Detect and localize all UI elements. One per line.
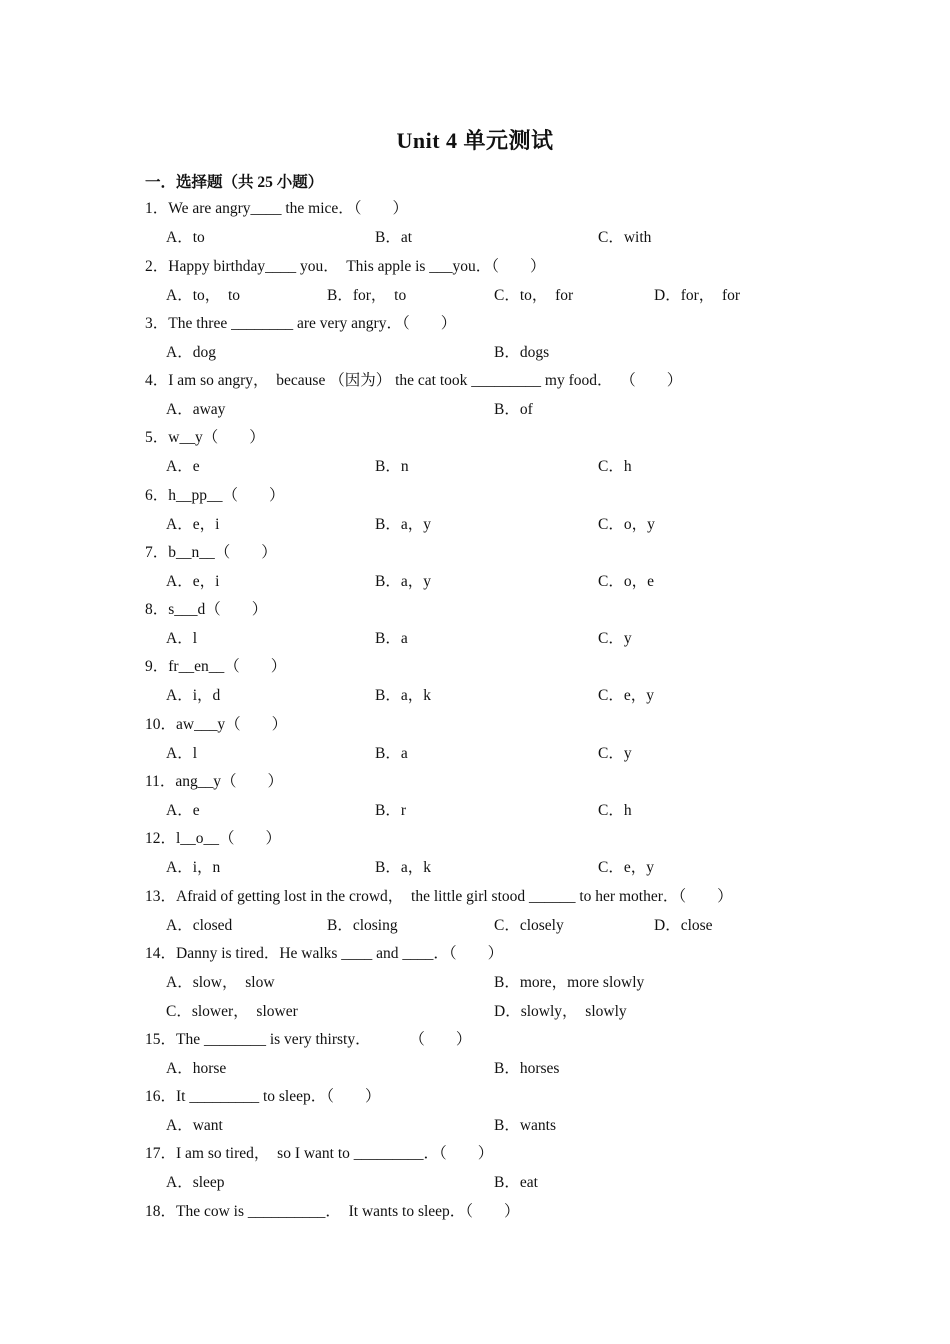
question-7-option-1[interactable]: A．e，i xyxy=(166,573,220,590)
question-13-option-3[interactable]: C．closely xyxy=(494,917,564,934)
question-14-option-2[interactable]: B．more，more slowly xyxy=(494,974,645,991)
question-12-option-3[interactable]: C．e，y xyxy=(598,859,654,876)
question-5-option-1[interactable]: A．e xyxy=(166,458,200,475)
question-3-option-1[interactable]: A．dog xyxy=(166,344,216,361)
question-17: 17．I am so tired， so I want to _________．（ ） xyxy=(145,1145,494,1162)
question-3: 3．The three ________ are very angry．（ ） xyxy=(145,315,457,332)
question-5: 5．w__y（ ） xyxy=(145,429,265,446)
question-10: 10．aw___y（ ） xyxy=(145,716,288,733)
question-14-option-3[interactable]: C．slower， slower xyxy=(166,1003,298,1020)
question-16: 16．It _________ to sleep．（ ） xyxy=(145,1088,381,1105)
question-1-option-2[interactable]: B．at xyxy=(375,229,413,246)
question-7: 7．b__n__（ ） xyxy=(145,544,277,561)
question-12-option-1[interactable]: A．i，n xyxy=(166,859,221,876)
question-4-option-1[interactable]: A．away xyxy=(166,401,226,418)
question-14-option-4[interactable]: D．slowly， slowly xyxy=(494,1003,627,1020)
question-10-option-1[interactable]: A．l xyxy=(166,745,198,762)
question-15: 15．The ________ is very thirsty． （ ） xyxy=(145,1031,472,1048)
question-1-option-1[interactable]: A．to xyxy=(166,229,205,246)
question-15-option-1[interactable]: A．horse xyxy=(166,1060,227,1077)
question-3-option-2[interactable]: B．dogs xyxy=(494,344,550,361)
question-8: 8．s___d（ ） xyxy=(145,601,268,618)
question-5-option-3[interactable]: C．h xyxy=(598,458,632,475)
question-11: 11．ang__y（ ） xyxy=(145,773,284,790)
question-11-option-1[interactable]: A．e xyxy=(166,802,200,819)
question-7-option-2[interactable]: B．a，y xyxy=(375,573,431,590)
question-8-option-3[interactable]: C．y xyxy=(598,630,632,647)
question-17-option-2[interactable]: B．eat xyxy=(494,1174,538,1191)
question-18: 18．The cow is __________． It wants to sleep．（ ） xyxy=(145,1203,520,1220)
question-10-option-3[interactable]: C．y xyxy=(598,745,632,762)
question-7-option-3[interactable]: C．o，e xyxy=(598,573,654,590)
question-13-option-1[interactable]: A．closed xyxy=(166,917,233,934)
question-1-option-3[interactable]: C．with xyxy=(598,229,652,246)
question-8-option-1[interactable]: A．l xyxy=(166,630,198,647)
question-13-option-4[interactable]: D．close xyxy=(654,917,713,934)
page-title: Unit 4 单元测试 xyxy=(396,128,554,153)
question-9-option-3[interactable]: C．e，y xyxy=(598,687,654,704)
question-16-option-1[interactable]: A．want xyxy=(166,1117,223,1134)
question-6-option-3[interactable]: C．o，y xyxy=(598,516,655,533)
question-2: 2．Happy birthday____ you． This apple is ___you．（ ） xyxy=(145,258,546,275)
question-4-option-2[interactable]: B．of xyxy=(494,401,533,418)
question-2-option-3[interactable]: C．to， for xyxy=(494,287,574,304)
question-6-option-1[interactable]: A．e，i xyxy=(166,516,220,533)
question-6-option-2[interactable]: B．a，y xyxy=(375,516,431,533)
question-8-option-2[interactable]: B．a xyxy=(375,630,408,647)
question-2-option-4[interactable]: D．for， for xyxy=(654,287,741,304)
question-13-option-2[interactable]: B．closing xyxy=(327,917,398,934)
question-9-option-1[interactable]: A．i，d xyxy=(166,687,221,704)
question-5-option-2[interactable]: B．n xyxy=(375,458,409,475)
section-heading: 一．选择题（共 25 小题） xyxy=(145,174,324,191)
question-6: 6．h__pp__（ ） xyxy=(145,487,285,504)
question-9-option-2[interactable]: B．a，k xyxy=(375,687,431,704)
question-2-option-2[interactable]: B．for， to xyxy=(327,287,407,304)
question-12: 12．l__o__（ ） xyxy=(145,830,282,847)
question-9: 9．fr__en__（ ） xyxy=(145,658,287,675)
question-14-option-1[interactable]: A．slow， slow xyxy=(166,974,275,991)
question-11-option-2[interactable]: B．r xyxy=(375,802,407,819)
question-16-option-2[interactable]: B．wants xyxy=(494,1117,557,1134)
question-15-option-2[interactable]: B．horses xyxy=(494,1060,560,1077)
question-2-option-1[interactable]: A．to， to xyxy=(166,287,241,304)
question-14: 14．Danny is tired．He walks ____ and ____．（ ） xyxy=(145,945,504,962)
question-4: 4．I am so angry， because （因为） the cat took _________ my food． （ ） xyxy=(145,372,683,389)
question-17-option-1[interactable]: A．sleep xyxy=(166,1174,225,1191)
question-10-option-2[interactable]: B．a xyxy=(375,745,408,762)
question-1: 1．We are angry____ the mice．（ ） xyxy=(145,200,409,217)
question-11-option-3[interactable]: C．h xyxy=(598,802,632,819)
question-12-option-2[interactable]: B．a，k xyxy=(375,859,431,876)
question-13: 13．Afraid of getting lost in the crowd， the little girl stood ______ to her mother．（ ） xyxy=(145,888,733,905)
